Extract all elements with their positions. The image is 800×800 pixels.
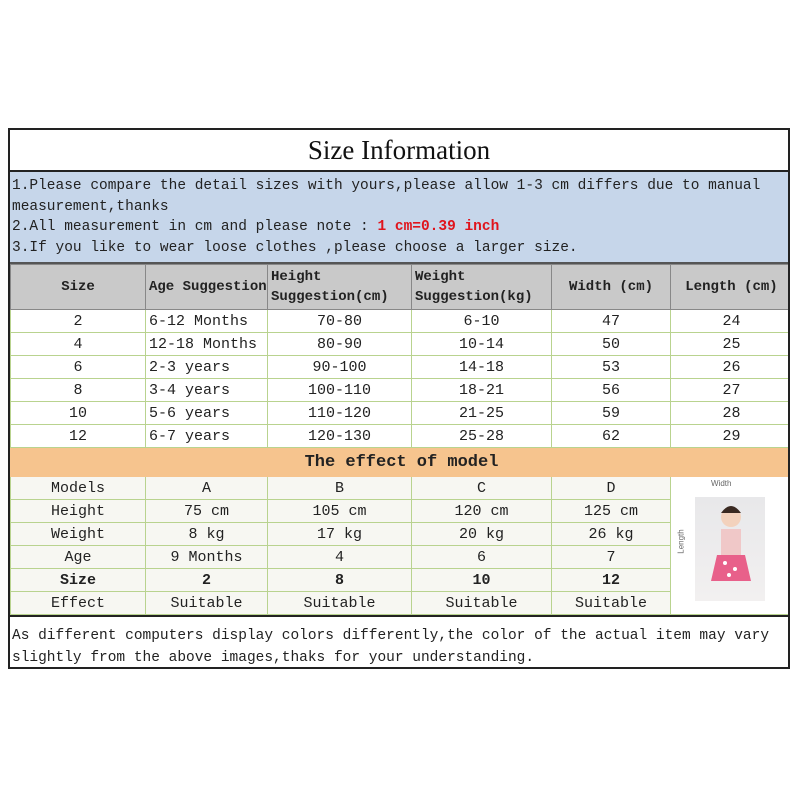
table-cell: 5-6 years xyxy=(146,402,268,425)
disclaimer: As different computers display colors differently,the color of the actual item may vary slightly from the above images,thaks for your understanding. xyxy=(10,615,788,669)
model-row xyxy=(11,477,791,500)
size-table xyxy=(10,264,790,615)
model-cell: 8 xyxy=(268,569,412,592)
model-cell: 125 cm xyxy=(552,500,671,523)
column-header: Width (cm) xyxy=(552,265,671,310)
table-cell: 3-4 years xyxy=(146,379,268,402)
table-cell: 12 xyxy=(11,425,146,448)
table-row xyxy=(11,425,791,448)
table-cell: 6-7 years xyxy=(146,425,268,448)
model-cell: 8 kg xyxy=(146,523,268,546)
table-cell: 25-28 xyxy=(412,425,552,448)
size-chart xyxy=(8,128,790,669)
column-header: Age Suggestion xyxy=(146,265,268,310)
table-cell: 62 xyxy=(552,425,671,448)
table-row xyxy=(11,356,791,379)
model-cell: 2 xyxy=(146,569,268,592)
model-cell: Weight xyxy=(11,523,146,546)
model-cell: Suitable xyxy=(412,592,552,615)
table-cell: 120-130 xyxy=(268,425,412,448)
table-cell: 2-3 years xyxy=(146,356,268,379)
note-3: 3.If you like to wear loose clothes ,please choose a larger size. xyxy=(12,239,578,256)
table-cell: 24 xyxy=(671,310,791,333)
model-cell: Models xyxy=(11,477,146,500)
model-cell: 75 cm xyxy=(146,500,268,523)
table-cell: 59 xyxy=(552,402,671,425)
column-header: Height Suggestion(cm) xyxy=(268,265,412,310)
table-cell: 21-25 xyxy=(412,402,552,425)
model-section-title: The effect of model xyxy=(11,448,791,477)
note-1: 1.Please compare the detail sizes with yours,please allow 1-3 cm differs due to manual measurement,thanks xyxy=(12,178,761,215)
table-cell: 8 xyxy=(11,379,146,402)
table-cell: 10 xyxy=(11,402,146,425)
model-cell: 20 kg xyxy=(412,523,552,546)
model-cell: Effect xyxy=(11,592,146,615)
table-row xyxy=(11,333,791,356)
model-cell: 7 xyxy=(552,546,671,569)
model-image xyxy=(695,497,765,601)
table-cell: 12-18 Months xyxy=(146,333,268,356)
model-cell: 6 xyxy=(412,546,552,569)
table-cell: 53 xyxy=(552,356,671,379)
table-row xyxy=(11,310,791,333)
table-cell: 70-80 xyxy=(268,310,412,333)
note-2-text: 2.All measurement in cm and please note : xyxy=(12,219,378,235)
model-cell: 26 kg xyxy=(552,523,671,546)
table-cell: 25 xyxy=(671,333,791,356)
model-cell: C xyxy=(412,477,552,500)
model-cell: 10 xyxy=(412,569,552,592)
model-cell: Size xyxy=(11,569,146,592)
table-cell: 6-12 Months xyxy=(146,310,268,333)
model-cell: Suitable xyxy=(146,592,268,615)
model-cell: Height xyxy=(11,500,146,523)
table-cell: 2 xyxy=(11,310,146,333)
model-cell: A xyxy=(146,477,268,500)
model-cell: B xyxy=(268,477,412,500)
notes xyxy=(10,172,788,264)
model-cell: 9 Months xyxy=(146,546,268,569)
table-cell: 47 xyxy=(552,310,671,333)
page-title: Size Information xyxy=(10,130,788,172)
model-cell: 17 kg xyxy=(268,523,412,546)
table-cell: 27 xyxy=(671,379,791,402)
table-cell: 14-18 xyxy=(412,356,552,379)
table-cell: 80-90 xyxy=(268,333,412,356)
conversion-highlight: 1 cm=0.39 inch xyxy=(377,219,500,235)
model-section-header xyxy=(11,448,791,477)
model-cell: 4 xyxy=(268,546,412,569)
table-cell: 6-10 xyxy=(412,310,552,333)
table-cell: 26 xyxy=(671,356,791,379)
model-cell: 120 cm xyxy=(412,500,552,523)
table-cell: 28 xyxy=(671,402,791,425)
column-header: Weight Suggestion(kg) xyxy=(412,265,552,310)
model-cell: D xyxy=(552,477,671,500)
column-header: Length (cm) xyxy=(671,265,791,310)
table-cell: 6 xyxy=(11,356,146,379)
table-cell: 56 xyxy=(552,379,671,402)
size-table-header xyxy=(11,265,791,310)
table-cell: 100-110 xyxy=(268,379,412,402)
model-cell: 105 cm xyxy=(268,500,412,523)
table-cell: 4 xyxy=(11,333,146,356)
model-cell: Suitable xyxy=(552,592,671,615)
model-cell: Suitable xyxy=(268,592,412,615)
table-row xyxy=(11,379,791,402)
model-cell: 12 xyxy=(552,569,671,592)
width-label: Width xyxy=(711,479,732,488)
table-cell: 18-21 xyxy=(412,379,552,402)
note-2 xyxy=(12,217,786,238)
table-cell: 90-100 xyxy=(268,356,412,379)
table-cell: 50 xyxy=(552,333,671,356)
column-header: Size xyxy=(11,265,146,310)
table-cell: 29 xyxy=(671,425,791,448)
length-label: Length xyxy=(676,529,686,554)
model-cell: Age xyxy=(11,546,146,569)
model-photo xyxy=(671,477,791,615)
table-cell: 10-14 xyxy=(412,333,552,356)
table-cell: 110-120 xyxy=(268,402,412,425)
table-row xyxy=(11,402,791,425)
